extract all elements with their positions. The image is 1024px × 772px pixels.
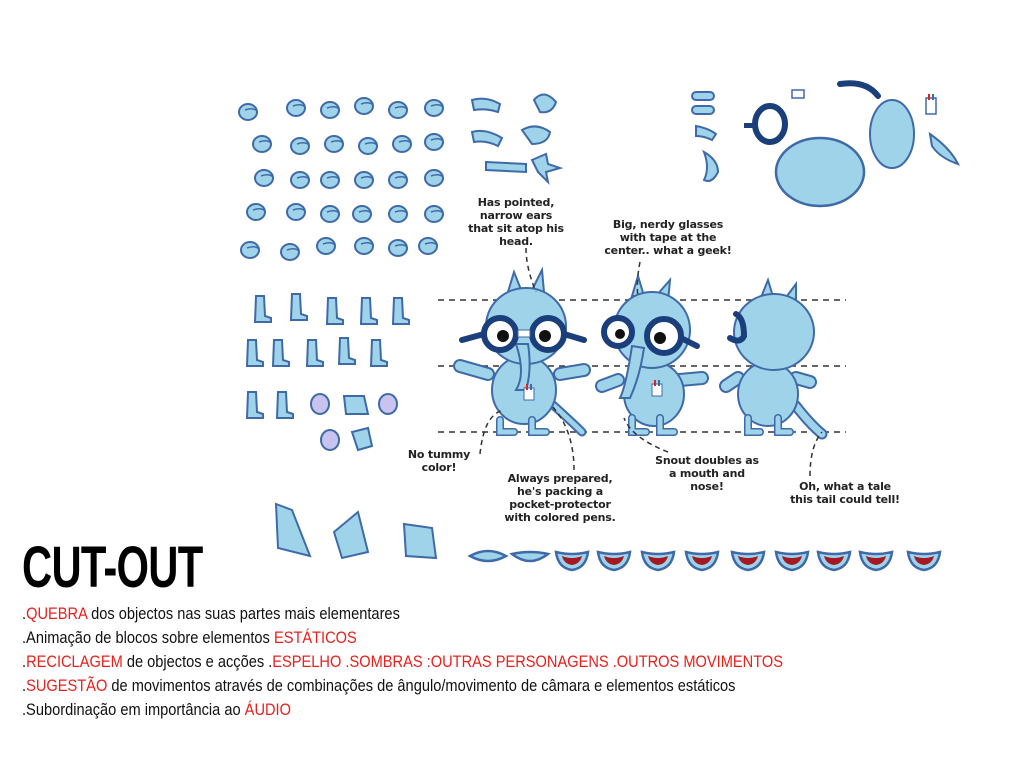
callout-tummy: No tummy color! (407, 448, 471, 474)
bullet-line-2 (22, 626, 873, 650)
bullet-text: . (22, 676, 27, 695)
character-back (726, 280, 822, 434)
hands-grid (239, 98, 443, 260)
callout-pens: Always prepared, he's packing a pocket-protector with colored pens. (504, 472, 616, 524)
bullet-line-3 (22, 650, 873, 674)
body-shards (276, 504, 436, 558)
bullet-highlight: ÁUDIO (244, 700, 291, 719)
bullet-highlight: QUEBRA (26, 604, 88, 623)
bullet-text: .Subordinação em importância ao (22, 700, 245, 719)
bullet-text: dos objectos nas suas partes mais elementares (87, 604, 400, 623)
character-front (460, 270, 584, 432)
arm-pieces (472, 94, 560, 182)
bullet-text: de objectos e acções . (122, 652, 273, 671)
bullet-line-5 (22, 698, 873, 722)
bullet-text: de movimentos através de combinações de ângulo/movimento de câmara e elementos estáticos (107, 676, 736, 695)
bullet-line-4 (22, 674, 873, 698)
callout-tail: Oh, what a tale this tail could tell! (790, 480, 900, 506)
page-title: CUT-OUT (22, 535, 203, 600)
bullet-highlight: SUGESTÃO (26, 676, 108, 695)
callout-snout: Snout doubles as a mouth and nose! (655, 454, 759, 493)
mouth-shapes (470, 551, 940, 570)
bullet-line-1 (22, 602, 873, 626)
bullet-text: . (22, 604, 27, 623)
bullet-highlight: ESTÁTICOS (273, 628, 357, 647)
bullet-text: .Animação de blocos sobre elementos (22, 628, 274, 647)
feet-grid (247, 294, 409, 450)
callout-glasses: Big, nerdy glasses with tape at the center.. what a geek! (604, 218, 732, 257)
bullet-text: . (22, 652, 27, 671)
bullet-highlight: RECICLAGEM (26, 652, 123, 671)
callout-ears: Has pointed, narrow ears that sit atop his head. (468, 196, 564, 248)
bullet-list (22, 602, 873, 722)
head-pieces (692, 83, 958, 206)
bullet-highlight: ESPELHO .SOMBRAS :OUTRAS PERSONAGENS .OUTROS MOVIMENTOS (272, 652, 784, 671)
